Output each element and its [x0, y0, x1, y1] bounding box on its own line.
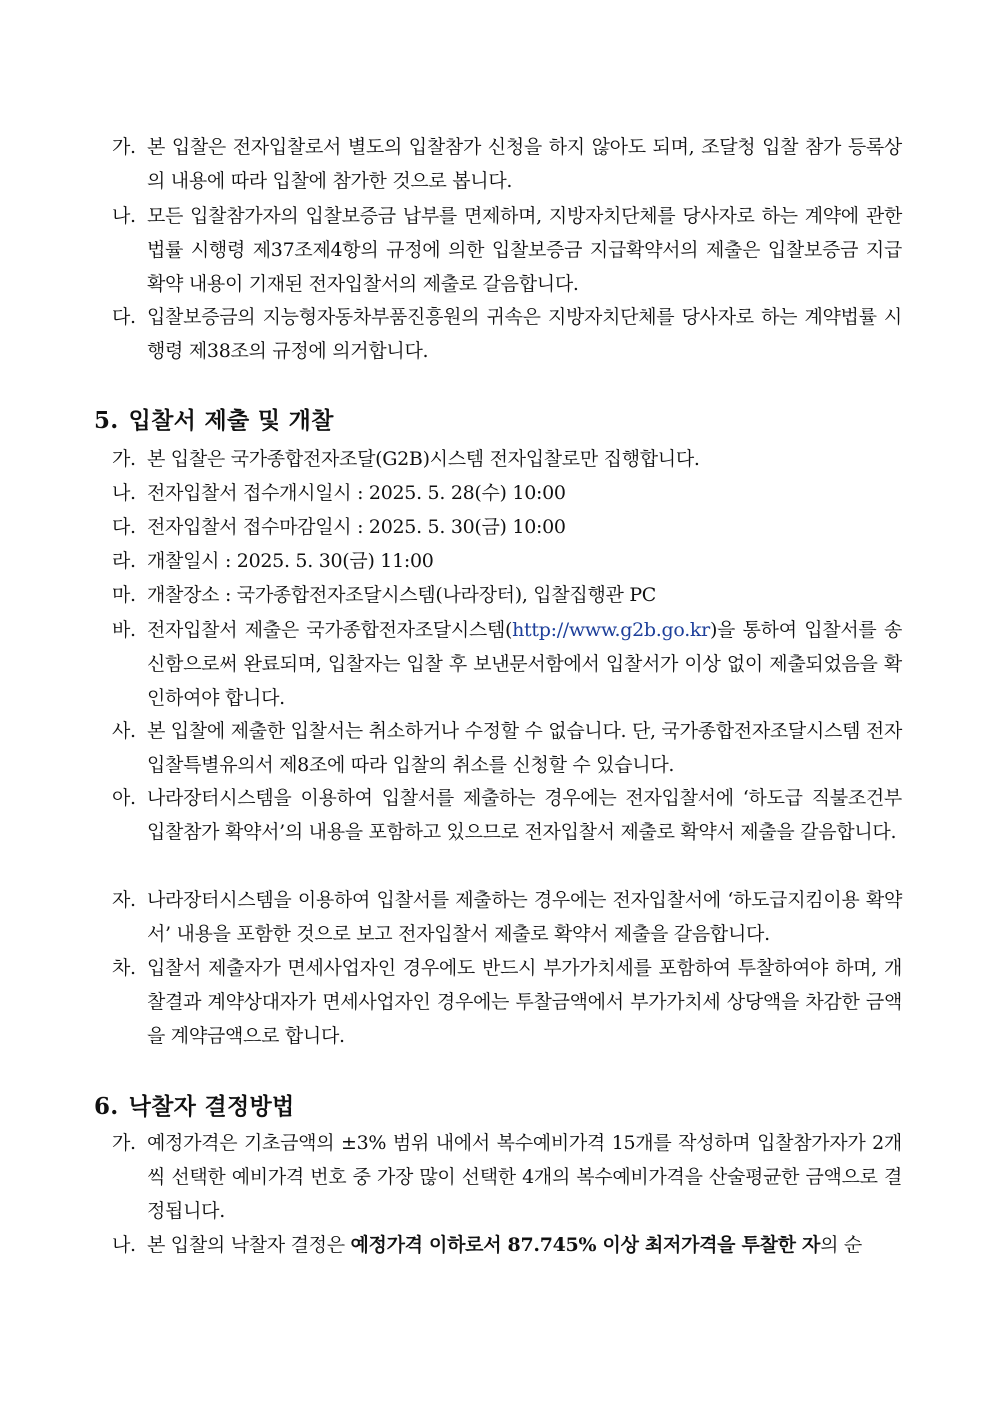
item-text: 나라장터시스템을 이용하여 입찰서를 제출하는 경우에는 전자입찰서에 ‘하도급지킴이용 확약서’ 내용을 포함한 것으로 보고 전자입찰서 제출로 확약서 제출을 갈음합니다.	[147, 889, 902, 945]
list-item	[112, 510, 902, 544]
list-item	[112, 883, 902, 951]
g2b-link[interactable]: http://www.g2b.go.kr	[512, 619, 710, 641]
item-marker: 다.	[112, 516, 136, 538]
list-item	[112, 1228, 902, 1262]
item-text: 예정가격은 기초금액의 ±3% 범위 내에서 복수예비가격 15개를 작성하며 입찰참가자가 2개씩 선택한 예비가격 번호 중 가장 많이 선택한 4개의 복수예비가격을 산술평균한 금액으로 결정됩니다.	[147, 1132, 902, 1222]
item-marker: 라.	[112, 550, 136, 572]
section-heading	[94, 404, 334, 438]
section-heading	[94, 1090, 295, 1124]
list-item	[112, 544, 902, 578]
item-text-after: 의 순	[820, 1234, 862, 1256]
item-marker: 가.	[112, 136, 136, 158]
item-marker: 바.	[112, 619, 136, 641]
item-marker: 나.	[112, 205, 136, 227]
item-marker: 마.	[112, 584, 136, 606]
item-text: 나라장터시스템을 이용하여 입찰서를 제출하는 경우에는 전자입찰서에 ‘하도급 직불조건부 입찰참가 확약서’의 내용을 포함하고 있으므로 전자입찰서 제출로 확약서 제출을 갈음합니다.	[147, 787, 902, 843]
item-marker: 가.	[112, 1132, 136, 1154]
list-item	[112, 130, 902, 198]
item-text: 전자입찰서 접수개시일시 : 2025. 5. 28(수) 10:00	[147, 482, 566, 504]
section-number: 6.	[94, 1093, 119, 1120]
item-marker: 나.	[112, 1234, 136, 1256]
item-marker: 나.	[112, 482, 136, 504]
list-item	[112, 714, 902, 782]
list-item	[112, 951, 902, 1053]
list-item	[112, 442, 902, 476]
item-marker: 다.	[112, 306, 136, 328]
item-text: 모든 입찰참가자의 입찰보증금 납부를 면제하며, 지방자치단체를 당사자로 하는 계약에 관한 법률 시행령 제37조제4항의 규정에 의한 입찰보증금 지급확약서의 제출은 입찰보증금 지급 확약 내용이 기재된 전자입찰서의 제출로 갈음합니다.	[147, 205, 902, 295]
item-marker: 가.	[112, 448, 136, 470]
item-text-after: )을 통하여 입찰서를 송신함으로써 완료되며, 입찰자는 입찰 후 보낸문서함에서 입찰서가 이상 없이 제출되었음을 확인하여야 합니다.	[147, 619, 902, 709]
list-item	[112, 613, 902, 715]
emphasized-criteria: 예정가격 이하로서 87.745% 이상 최저가격을 투찰한 자	[350, 1234, 821, 1256]
section-number: 5.	[94, 407, 119, 434]
list-item	[112, 300, 902, 368]
item-text: 본 입찰은 전자입찰로서 별도의 입찰참가 신청을 하지 않아도 되며, 조달청 입찰 참가 등록상의 내용에 따라 입찰에 참가한 것으로 봅니다.	[147, 136, 902, 192]
item-text: 입찰보증금의 지능형자동차부품진흥원의 귀속은 지방자치단체를 당사자로 하는 계약법률 시행령 제38조의 규정에 의거합니다.	[147, 306, 902, 362]
list-item	[112, 578, 902, 612]
item-text: 본 입찰은 국가종합전자조달(G2B)시스템 전자입찰로만 집행합니다.	[147, 448, 700, 470]
item-text: 입찰서 제출자가 면세사업자인 경우에도 반드시 부가가치세를 포함하여 투찰하여야 하며, 개찰결과 계약상대자가 면세사업자인 경우에는 투찰금액에서 부가가치세 상당액을 차감한 금액을 계약금액으로 합니다.	[147, 957, 902, 1047]
list-item	[112, 199, 902, 301]
section-title: 낙찰자 결정방법	[128, 1093, 295, 1120]
item-text-before: 전자입찰서 제출은 국가종합전자조달시스템(	[147, 619, 513, 641]
item-text: 개찰일시 : 2025. 5. 30(금) 11:00	[147, 550, 434, 572]
item-text: 전자입찰서 접수마감일시 : 2025. 5. 30(금) 10:00	[147, 516, 566, 538]
item-text: 본 입찰에 제출한 입찰서는 취소하거나 수정할 수 없습니다. 단, 국가종합전자조달시스템 전자입찰특별유의서 제8조에 따라 입찰의 취소를 신청할 수 있습니다.	[147, 720, 902, 776]
item-marker: 아.	[112, 787, 136, 809]
item-text	[147, 613, 902, 715]
item-marker: 사.	[112, 720, 136, 742]
section-title: 입찰서 제출 및 개찰	[128, 407, 334, 434]
list-item	[112, 476, 902, 510]
list-item	[112, 1126, 902, 1228]
item-text-before: 본 입찰의 낙찰자 결정은	[147, 1234, 351, 1256]
item-text: 개찰장소 : 국가종합전자조달시스템(나라장터), 입찰집행관 PC	[147, 584, 657, 606]
item-text	[147, 1228, 902, 1262]
item-marker: 자.	[112, 889, 136, 911]
item-marker: 차.	[112, 957, 136, 979]
list-item	[112, 781, 902, 849]
